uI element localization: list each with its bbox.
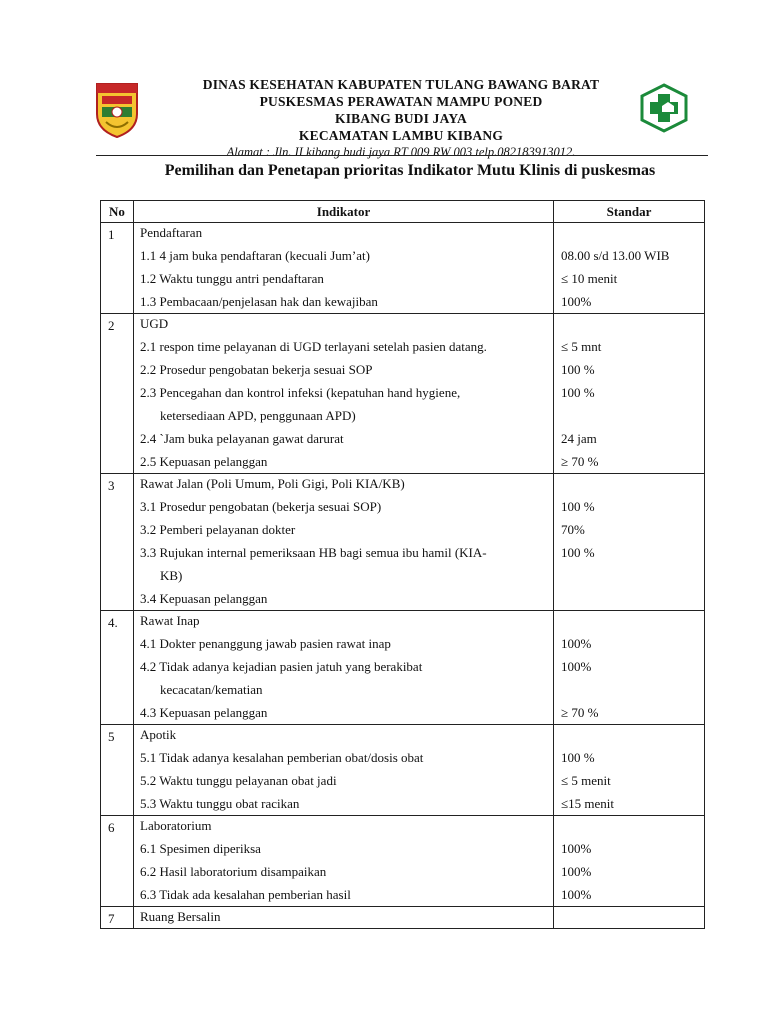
section-name: Pendaftaran [140, 225, 203, 240]
standard-cell [554, 223, 705, 314]
section-name: Rawat Jalan (Poli Umum, Poli Gigi, Poli KIA/KB) [140, 476, 405, 491]
standard-value: 100% [561, 887, 592, 902]
standard-spacer [554, 223, 704, 244]
standard-cell [554, 725, 705, 816]
indicator-item: 2.5 Kepuasan pelanggan [140, 454, 268, 469]
section-number: 3 [101, 474, 134, 611]
standard-spacer [554, 816, 704, 837]
indicator-cell [134, 314, 554, 474]
indicator-item: 3.4 Kepuasan pelanggan [140, 591, 268, 606]
section-name: Rawat Inap [140, 613, 200, 628]
table-row [101, 223, 705, 314]
header-standard: Standar [554, 201, 705, 223]
standard-value: 100% [561, 841, 592, 856]
indicator-cell [134, 907, 554, 929]
document-title: Pemilihan dan Penetapan prioritas Indikator Mutu Klinis di puskesmas [164, 162, 656, 179]
section-number: 1 [101, 223, 134, 314]
standard-value [554, 587, 704, 610]
indicator-item-continued: kecacatan/kematian [160, 682, 263, 697]
standard-cell [554, 611, 705, 725]
indicator-item: 2.2 Prosedur pengobatan bekerja sesuai SOP [140, 362, 373, 377]
indicator-cell [134, 816, 554, 907]
header-divider [96, 155, 708, 156]
indicator-item: 1.3 Pembacaan/penjelasan hak dan kewajiban [140, 294, 378, 309]
standard-spacer [554, 725, 704, 746]
indicator-cell [134, 223, 554, 314]
standard-value: 100% [561, 659, 592, 674]
header-line-2: PUSKESMAS PERAWATAN MAMPU PONED [259, 94, 543, 109]
standard-spacer [554, 611, 704, 632]
section-number: 4. [101, 611, 134, 725]
standard-value: 100% [561, 294, 592, 309]
indicator-item: 5.1 Tidak adanya kesalahan pemberian obat/dosis obat [140, 750, 424, 765]
indicator-item: 2.4 `Jam buka pelayanan gawat darurat [140, 431, 344, 446]
standard-value: 100 % [561, 362, 595, 377]
indicator-item: 2.1 respon time pelayanan di UGD terlayani setelah pasien datang. [140, 339, 487, 354]
standard-spacer [554, 564, 704, 587]
indicator-item-continued: ketersediaan APD, penggunaan APD) [160, 408, 356, 423]
header-line-1: DINAS KESEHATAN KABUPATEN TULANG BAWANG BARAT [202, 77, 600, 92]
indicator-item: 5.2 Waktu tunggu pelayanan obat jadi [140, 773, 337, 788]
standard-value: 100 % [561, 499, 595, 514]
header-line-4: KECAMATAN LAMBU KIBANG [298, 128, 504, 143]
indicator-item-continued: KB) [160, 568, 183, 583]
standard-value: 100 % [561, 545, 595, 560]
indicator-item: 4.3 Kepuasan pelanggan [140, 705, 268, 720]
section-name: Ruang Bersalin [140, 909, 221, 924]
regency-crest-logo [94, 80, 140, 140]
standard-spacer [554, 314, 704, 335]
section-number: 6 [101, 816, 134, 907]
section-number: 5 [101, 725, 134, 816]
section-name: UGD [140, 316, 169, 331]
indicator-item: 2.3 Pencegahan dan kontrol infeksi (kepatuhan hand hygiene, [140, 385, 461, 400]
indicator-item: 1.2 Waktu tunggu antri pendaftaran [140, 271, 324, 286]
indicator-item: 6.1 Spesimen diperiksa [140, 841, 261, 856]
indicator-table [100, 200, 705, 929]
standard-value: ≤ 10 menit [561, 271, 618, 286]
indicator-item: 3.1 Prosedur pengobatan (bekerja sesuai SOP) [140, 499, 382, 514]
indicator-item: 5.3 Waktu tunggu obat racikan [140, 796, 300, 811]
header-indicator: Indikator [134, 201, 554, 223]
table-header-row [101, 201, 705, 223]
standard-value: 100% [561, 864, 592, 879]
section-number: 7 [101, 907, 134, 929]
section-name: Laboratorium [140, 818, 212, 833]
indicator-item: 3.2 Pemberi pelayanan dokter [140, 522, 296, 537]
standard-cell [554, 314, 705, 474]
indicator-item: 4.2 Tidak adanya kejadian pasien jatuh yang berakibat [140, 659, 423, 674]
indicator-item: 3.3 Rujukan internal pemeriksaan HB bagi semua ibu hamil (KIA- [140, 545, 487, 560]
table-row [101, 611, 705, 725]
standard-spacer [554, 404, 704, 427]
standard-value: ≥ 70 % [561, 705, 599, 720]
table-row [101, 314, 705, 474]
standard-value: 100 % [561, 750, 595, 765]
standard-value: ≤ 5 mnt [561, 339, 602, 354]
standard-cell [554, 474, 705, 611]
standard-value: 24 jam [561, 431, 597, 446]
standard-spacer [554, 907, 704, 928]
standard-cell [554, 907, 705, 929]
indicator-item: 6.2 Hasil laboratorium disampaikan [140, 864, 327, 879]
standard-value: ≤ 5 menit [561, 773, 611, 788]
indicator-item: 6.3 Tidak ada kesalahan pemberian hasil [140, 887, 351, 902]
standard-value: 100 % [561, 385, 595, 400]
indicator-item: 4.1 Dokter penanggung jawab pasien rawat inap [140, 636, 391, 651]
standard-value: ≤15 menit [561, 796, 614, 811]
indicator-cell [134, 474, 554, 611]
standard-spacer [554, 678, 704, 701]
standard-value: 08.00 s/d 13.00 WIB [561, 248, 670, 263]
standard-value: 70% [561, 522, 585, 537]
table-row [101, 907, 705, 929]
indicator-cell [134, 611, 554, 725]
section-number: 2 [101, 314, 134, 474]
standard-value: 100% [561, 636, 592, 651]
standard-spacer [554, 474, 704, 495]
section-name: Apotik [140, 727, 177, 742]
table-row [101, 816, 705, 907]
header-line-3: KIBANG BUDI JAYA [335, 111, 467, 126]
indicator-cell [134, 725, 554, 816]
table-row [101, 474, 705, 611]
letterhead [150, 76, 652, 161]
standard-cell [554, 816, 705, 907]
indicator-item: 1.1 4 jam buka pendaftaran (kecuali Jum’at) [140, 248, 370, 263]
header-address: Alamat : Jln. II kibang budi jaya RT 009 RW 003 telp.082183913012. [226, 145, 576, 159]
standard-value: ≥ 70 % [561, 454, 599, 469]
header-no: No [101, 201, 134, 223]
table-row [101, 725, 705, 816]
